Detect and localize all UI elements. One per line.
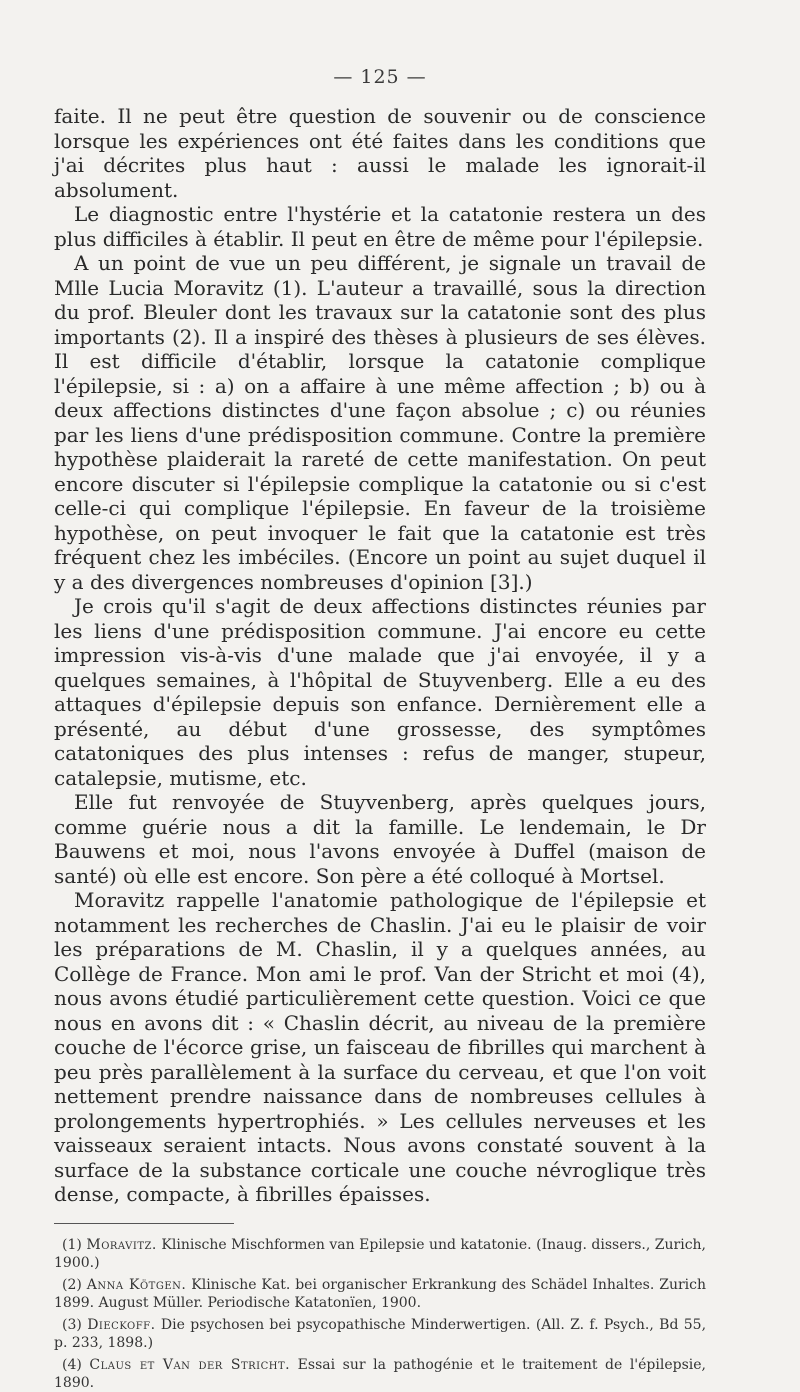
body-text <box>54 104 706 1207</box>
paragraph: faite. Il ne peut être question de souvenir ou de conscience lorsque les expériences ont été faites dans les conditions que j'ai décrites plus haut : aussi le malade les ignorait-il absolument. <box>54 104 706 202</box>
footnote-author: Dieckoff. <box>87 1316 156 1333</box>
footnotes <box>54 1236 706 1392</box>
footnote <box>54 1356 706 1392</box>
paragraph: Le diagnostic entre l'hystérie et la catatonie restera un des plus difficiles à établir. Il peut en être de même pour l'épilepsie. <box>54 202 706 251</box>
footnote-number: (1) <box>62 1236 82 1253</box>
footnote <box>54 1316 706 1352</box>
paragraph: Elle fut renvoyée de Stuyvenberg, après quelques jours, comme guérie nous a dit la famille. Le lendemain, le Dr Bauwens et moi, nous l'avons envoyée à Duffel (maison de santé) où elle est encore. Son père a été colloqué à Mortsel. <box>54 790 706 888</box>
footnote-text: Klinische Kat. bei organischer Erkrankung des Schädel Inhaltes. Zurich 1899. August Müller. Periodische Katatonïen, 1900. <box>54 1276 706 1311</box>
paragraph: A un point de vue un peu différent, je signale un travail de Mlle Lucia Moravitz (1). L'auteur a travaillé, sous la direction du prof. Bleuler dont les travaux sur la catatonie sont des plus importants (2). Il a inspiré des thèses à plusieurs de ses élèves. Il est difficile d'établir, lorsque la catatonie complique l'épilepsie, si : a) on a affaire à une même affection ; b) ou à deux affections distinctes d'une façon absolue ; c) ou réunies par les liens d'une prédisposition commune. Contre la première hypothèse plaiderait la rareté de cette manifestation. On peut encore discuter si l'épilepsie complique la catatonie ou si c'est celle-ci qui complique l'épilepsie. En faveur de la troisième hypothèse, on peut invoquer le fait que la catatonie est très fréquent chez les imbéciles. (Encore un point au sujet duquel il y a des divergences nombreuses d'opinion [3].) <box>54 251 706 594</box>
footnote <box>54 1236 706 1272</box>
footnote-text: Klinische Mischformen van Epilepsie und katatonie. (Inaug. dissers., Zurich, 1900.) <box>54 1236 707 1271</box>
footnote-text: Essai sur la pathogénie et le traitement de l'épilepsie, 1890. <box>54 1356 706 1391</box>
footnote-author: Anna Kötgen. <box>86 1276 187 1293</box>
footnote-author: Moravitz. <box>86 1236 157 1253</box>
footnote-number: (4) <box>62 1356 82 1373</box>
paragraph: Moravitz rappelle l'anatomie pathologique de l'épilepsie et notamment les recherches de Chaslin. J'ai eu le plaisir de voir les préparations de M. Chaslin, il y a quelques années, au Collège de France. Mon ami le prof. Van der Stricht et moi (4), nous avons étudié particulièrement cette question. Voici ce que nous en avons dit : « Chaslin décrit, au niveau de la première couche de l'écorce grise, un faisceau de fibrilles qui marchent à peu près parallèlement à la surface du cerveau, et que l'on voit nettement prendre naissance dans de nombreuses cellules à prolongements hypertrophiés. » Les cellules nerveuses et les vaisseaux seraient intacts. Nous avons constaté souvent à la surface de la substance corticale une couche névroglique très dense, compacte, à fibrilles épaisses. <box>54 888 706 1206</box>
footnote-number: (3) <box>62 1316 82 1333</box>
page-number: — 125 — <box>333 66 427 88</box>
footnote-text: Die psychosen bei psycopathische Minderwertigen. (All. Z. f. Psych., Bd 55, p. 233, 1898.) <box>54 1316 707 1351</box>
footnote-divider <box>54 1223 234 1224</box>
footnote-number: (2) <box>62 1276 82 1293</box>
paragraph: Je crois qu'il s'agit de deux affections distinctes réunies par les liens d'une prédisposition commune. J'ai encore eu cette impression vis-à-vis d'une malade que j'ai envoyée, il y a quelques semaines, à l'hôpital de Stuyvenberg. Elle a eu des attaques d'épilepsie depuis son enfance. Dernièrement elle a présenté, au début d'une grossesse, des symptômes catatoniques des plus intenses : refus de manger, stupeur, catalepsie, mutisme, etc. <box>54 594 706 790</box>
footnote <box>54 1276 706 1312</box>
footnote-author: Claus et Van der Stricht. <box>89 1356 291 1373</box>
